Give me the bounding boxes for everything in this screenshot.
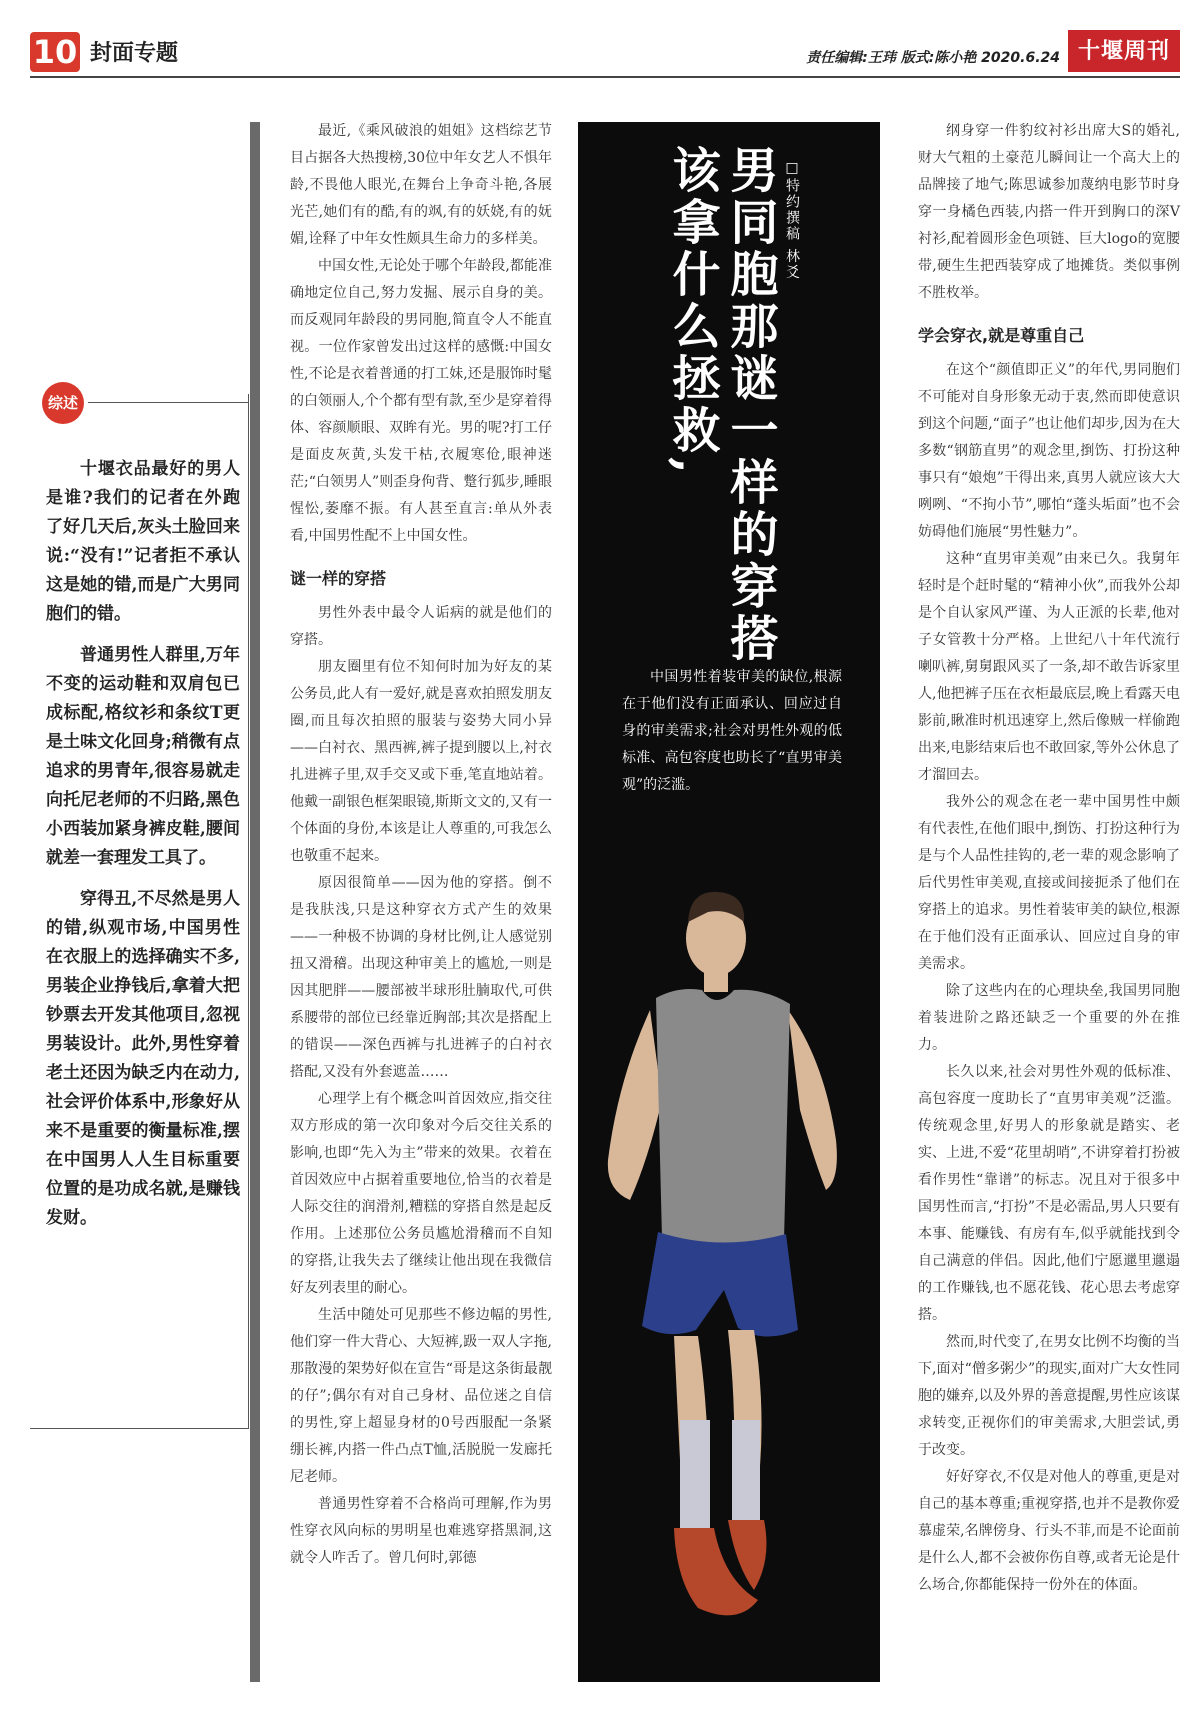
- article-paragraph: 普通男性穿着不合格尚可理解,作为男性穿衣风向标的男明星也难逃穿搭黑洞,这就令人咋舌了。曾几何时,郭德: [290, 1496, 552, 1566]
- sidebar-summary: [46, 455, 240, 1245]
- masthead-logo: 十堰周刊: [1068, 30, 1180, 72]
- sidebar-paragraph: 普通男性人群里,万年不变的运动鞋和双肩包已成标配,格纹衫和条纹T更是土味文化回身;稍微有点追求的男青年,很容易就走向托尼老师的不归路,黑色小西装加紧身裤皮鞋,腰间就差一套理发工具了。: [46, 645, 240, 868]
- column-divider-bar: [250, 122, 260, 1682]
- editor-credits: 责任编辑:王玮 版式:陈小艳 2020.6.24: [806, 50, 1060, 66]
- feature-title-line-2: 该拿什么拯救,: [664, 145, 720, 478]
- header-divider: [30, 76, 1180, 78]
- feature-summary: 中国男性着装审美的缺位,根源在于他们没有正面承认、回应过自身的审美需求;社会对男性外观的低标准、高包容度也助长了“直男审美观”的泛滥。: [622, 669, 842, 793]
- article-paragraph: 在这个“颜值即正义”的年代,男同胞们不可能对自身形象无动于衷,然而即使意识到这个问题,“面子”也让他们却步,因为在大多数“钢筋直男”的观念里,捯饬、打扮这种事只有“娘炮”干得出来,真男人就应该大大咧咧、“不拘小节”,哪怕“蓬头垢面”也不会妨碍他们施展“男性魅力”。: [918, 362, 1180, 540]
- runner-right-arm: [788, 1010, 837, 1190]
- article-paragraph: 除了这些内在的心理块垒,我国男同胞着装进阶之路还缺乏一个重要的外在推力。: [918, 983, 1180, 1053]
- byline: □特约撰稿 林爻: [784, 160, 800, 281]
- runner-sock-right: [732, 1420, 760, 1520]
- article-paragraph: 最近,《乘风破浪的姐姐》这档综艺节目占据各大热搜榜,30位中年女艺人不惧年龄,不畏他人眼光,在舞台上争奇斗艳,各展光芒,她们有的酷,有的飒,有的妖娆,有的妩媚,诠释了中年女性颇具生命力的多样美。: [290, 123, 552, 247]
- article-paragraph: 这种“直男审美观”由来已久。我舅年轻时是个赶时髦的“精神小伙”,而我外公却是个自认家风严谨、为人正派的长辈,他对子女管教十分严格。上世纪八十年代流行喇叭裤,舅舅跟风买了一条,却不敢告诉家里人,他把裤子压在衣柜最底层,晚上看露天电影前,瞅准时机迅速穿上,然后像贼一样偷跑出来,电影结束后也不敢回家,等外公休息了才溜回去。: [918, 551, 1180, 783]
- article-paragraph: 朋友圈里有位不知何时加为好友的某公务员,此人有一爱好,就是喜欢拍照发朋友圈,而且每次拍照的服装与姿势大同小异——白衬衣、黑西裤,裤子提到腰以上,衬衣扎进裤子里,双手交叉或下垂,笔直地站着。他戴一副银色框架眼镜,斯斯文文的,又有一个体面的身份,本该是让人尊重的,可我怎么也敬重不起来。: [290, 659, 552, 864]
- sidebar-paragraph: 十堰衣品最好的男人是谁?我们的记者在外跑了好几天后,灰头土脸回来说:“没有!”记者拒不承认这是她的错,而是广大男同胞们的错。: [46, 459, 240, 624]
- runner-neck: [704, 970, 728, 992]
- section-heading: 学会穿衣,就是尊重自己: [918, 326, 1085, 345]
- article-paragraph: 中国女性,无论处于哪个年龄段,都能准确地定位自己,努力发掘、展示自身的美。而反观同年龄段的男同胞,简直令人不能直视。一位作家曾发出过这样的感慨:中国女性,不论是衣着普通的打工妹,还是服饰时髦的白领丽人,个个都有型有款,至少是穿着得体、容颜顺眼、双眸有光。男的呢?打工仔是面皮灰黄,头发干枯,衣履寒伧,眼神迷茫;“白领男人”则歪身佝背、蹩行狐步,睡眼惺忪,萎靡不振。有人甚至直言:单从外表看,中国男性配不上中国女性。: [290, 258, 552, 544]
- article-paragraph: 然而,时代变了,在男女比例不均衡的当下,面对“僧多粥少”的现实,面对广大女性同胞的嫌弃,以及外界的善意提醒,男性应该谋求转变,正视你们的审美需求,大胆尝试,勇于改变。: [918, 1334, 1180, 1458]
- sidebar-top-rule: [88, 402, 248, 403]
- runner-illustration: [578, 860, 880, 1682]
- runner-left-arm: [608, 1010, 662, 1200]
- runner-tank-top: [656, 989, 790, 1248]
- article-paragraph: 原因很简单——因为他的穿搭。倒不是我肤浅,只是这种穿衣方式产生的效果——一种极不协调的身材比例,让人感觉别扭又滑稽。出现这种审美上的尴尬,一则是因其肥胖——腰部被半球形肚腩取代,可供系腰带的部位已经靠近胸部;其次是搭配上的错误——深色西裤与扎进裤子的白衬衣搭配,又没有外套遮盖……: [290, 875, 552, 1080]
- article-paragraph: 男性外表中最令人诟病的就是他们的穿搭。: [290, 605, 552, 648]
- article-paragraph: 纲身穿一件豹纹衬衫出席大S的婚礼,财大气粗的土豪范儿瞬间让一个高大上的品牌接了地气;陈思诚参加蔑纳电影节时身穿一身橘色西装,内搭一件开到胸口的深V衬衫,配着圆形金色项链、巨大logo的宽腰带,硬生生把西装穿成了地摊货。类似事例不胜枚举。: [918, 123, 1180, 301]
- article-paragraph: 我外公的观念在老一辈中国男性中颇有代表性,在他们眼中,捯饬、打扮这种行为是与个人品性挂钩的,老一辈的观念影响了后代男性审美观,直接或间接扼杀了他们在穿搭上的追求。男性着装审美的缺位,根源在于他们没有正面承认、回应过自身的审美需求。: [918, 794, 1180, 972]
- article-paragraph: 生活中随处可见那些不修边幅的男性,他们穿一件大背心、大短裤,趿一双人字拖,那散漫的架势好似在宣告“哥是这条街最靓的仔”;偶尔有对自己身材、品位迷之自信的男性,穿上超显身材的0号西服配一条紧绷长裤,内搭一件凸点T恤,活脱脱一发廊托尼老师。: [290, 1307, 552, 1485]
- sidebar-paragraph: 穿得丑,不尽然是男人的错,纵观市场,中国男性在衣服上的选择确实不多,男装企业挣钱后,拿着大把钞票去开发其他项目,忽视男装设计。此外,男性穿着老土还因为缺乏内在动力,社会评价体系中,形象好从来不是重要的衡量标准,摆在中国男人人生目标重要位置的是功成名就,是赚钱发财。: [46, 889, 240, 1228]
- article-paragraph: 心理学上有个概念叫首因效应,指交往双方形成的第一次印象对今后交往关系的影响,也即“先入为主”带来的效果。衣着在首因效应中占据着重要地位,恰当的衣着是人际交往的润滑剂,糟糕的穿搭自然是起反作用。上述那位公务员尴尬滑稽而不自知的穿搭,让我失去了继续让他出现在我微信好友列表里的耐心。: [290, 1091, 552, 1296]
- section-title: 封面专题: [90, 41, 179, 66]
- runner-sock-left: [680, 1420, 710, 1530]
- section-heading: 谜一样的穿搭: [290, 569, 387, 588]
- article-paragraph: 长久以来,社会对男性外观的低标准、高包容度一度助长了“直男审美观”泛滥。传统观念里,好男人的形象就是踏实、老实、上进,不爱“花里胡哨”,不讲穿着打扮被看作男性“靠谱”的标志。况且对于很多中国男性而言,“打扮”不是必需品,男人只要有本事、能赚钱、有房有车,似乎就能找到令自己满意的伴侣。因此,他们宁愿邋里邋遢的工作赚钱,也不愿花钱、花心思去考虑穿搭。: [918, 1064, 1180, 1323]
- article-column-1: [290, 118, 552, 1572]
- page-number: 10: [30, 32, 80, 72]
- article-column-3: [918, 118, 1180, 1599]
- article-paragraph: 好好穿衣,不仅是对他人的尊重,更是对自己的基本尊重;重视穿搭,也并不是教你爱慕虚荣,名牌傍身、行头不菲,而是不论面前是什么人,都不会被你伤自尊,或者无论是什么场合,你都能保持一份外在的体面。: [918, 1469, 1180, 1593]
- sidebar-badge: 综述: [42, 382, 84, 424]
- runner-shorts: [642, 1232, 798, 1337]
- feature-title-line-1: 男同胞那谜一样的穿搭: [722, 145, 778, 665]
